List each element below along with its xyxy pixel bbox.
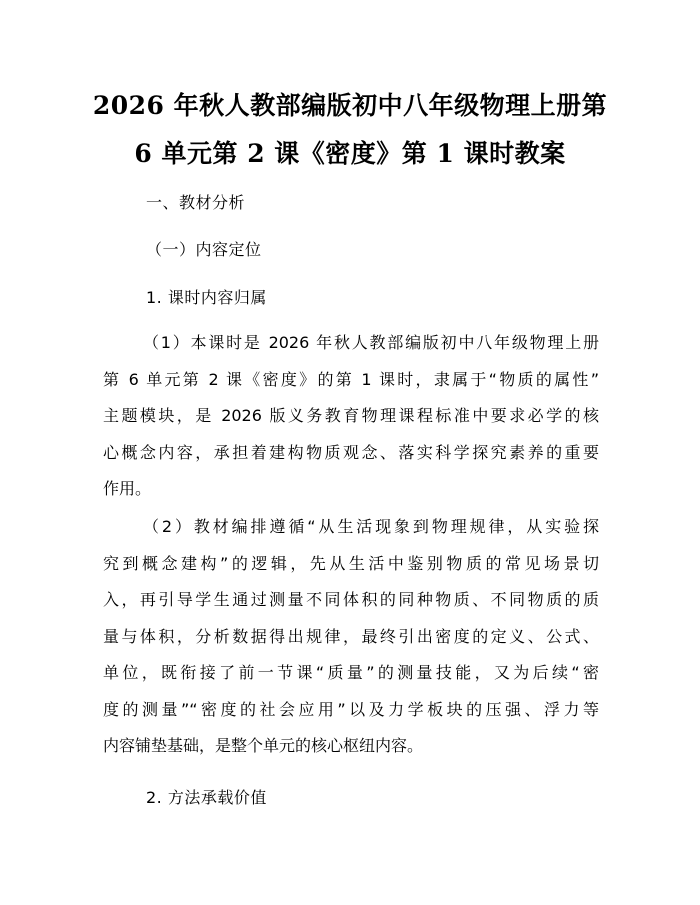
section-heading-textbook-analysis: 一、教材分析 (146, 193, 246, 212)
paragraph-line: 度的测量”“密度的社会应用”以及力学板块的压强、浮力等 (103, 699, 599, 719)
paragraph-line: 第 6 单元第 2 课《密度》的第 1 课时，隶属于“物质的属性” (103, 369, 599, 389)
item-heading-method-value: 2. 方法承载价值 (146, 788, 267, 807)
paragraph-line: 究到概念建构”的逻辑，先从生活中鉴别物质的常见场景切 (103, 553, 599, 573)
document-title-line-2: 6 单元第 2 课《密度》第 1 课时教案 (134, 139, 566, 168)
paragraph-line: （1）本课时是 2026 年秋人教部编版初中八年级物理上册 (143, 333, 599, 352)
paragraph-line: 入，再引导学生通过测量不同体积的同种物质、不同物质的质 (103, 590, 599, 609)
paragraph-line: 内容铺垫基础，是整个单元的核心枢纽内容。 (103, 736, 424, 755)
paragraph-2 (103, 509, 599, 765)
paragraph-line: 心概念内容，承担着建构物质观念、落实科学探究素养的重要 (103, 442, 599, 462)
paragraph-line: 单位，既衔接了前一节课“质量”的测量技能，又为后续“密 (103, 663, 599, 682)
paragraph-line: 作用。 (103, 479, 152, 498)
paragraph-line: （2）教材编排遵循“从生活现象到物理规律，从实验探 (143, 517, 599, 536)
item-heading-lesson-content: 1. 课时内容归属 (146, 288, 267, 307)
paragraph-1 (103, 325, 599, 508)
subsection-heading-content-positioning: （一）内容定位 (146, 240, 262, 259)
paragraph-line: 量与体积，分析数据得出规律，最终引出密度的定义、公式、 (103, 626, 599, 646)
document-title-line-1: 2026 年秋人教部编版初中八年级物理上册第 (92, 91, 608, 120)
paragraph-line: 主题模块，是 2026 版义务教育物理课程标准中要求必学的核 (103, 406, 599, 425)
